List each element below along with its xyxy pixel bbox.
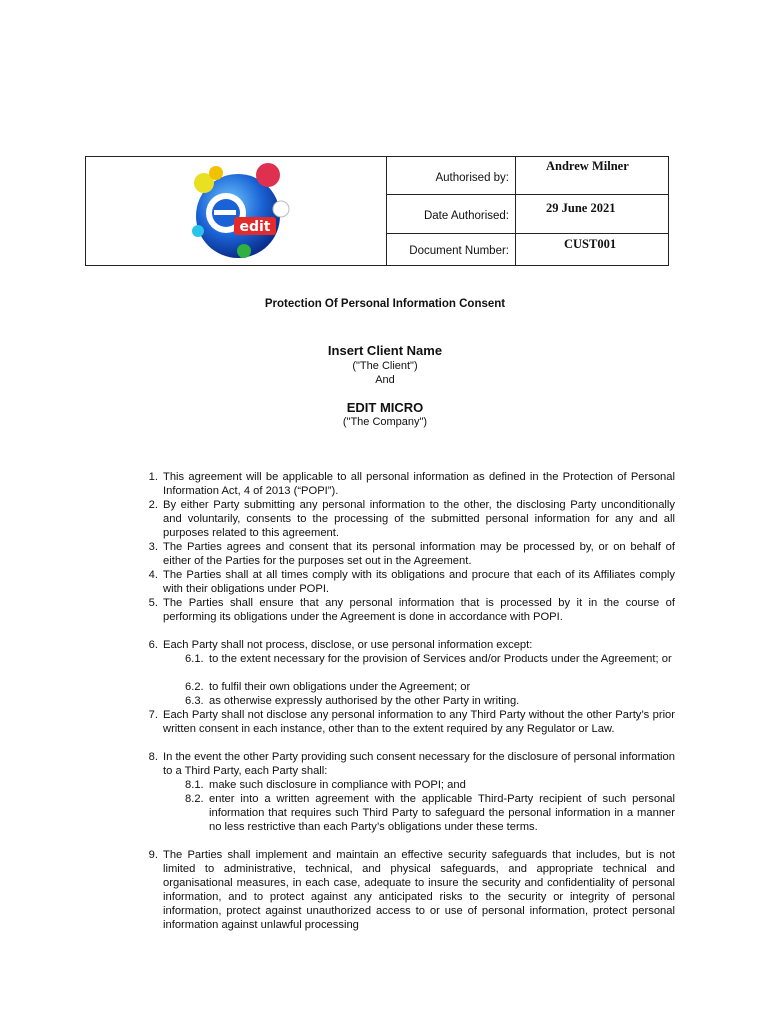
clause-8-1: [185, 778, 675, 792]
clause-7: [148, 708, 675, 736]
clause-number: 3.: [148, 541, 158, 553]
value-column: [516, 157, 668, 265]
clause-number: 6.: [148, 639, 158, 651]
date-authorised-value: 29 June 2021: [546, 201, 616, 215]
clause-6: [148, 638, 675, 652]
client-name: Insert Client Name: [327, 343, 443, 358]
clause-number: 2.: [148, 499, 158, 511]
edit-logo: [186, 161, 296, 261]
clause-number: 7.: [148, 709, 158, 721]
date-authorised-label: Date Authorised:: [423, 210, 509, 222]
clause-text: enter into a written agreement with the applicable Third-Party recipient of such personal information that requires such Third Party to safeguard the personal information in a manner no less restrictive than each Party’s obligations under these terms.: [209, 793, 675, 833]
clause-number: 6.3.: [185, 695, 204, 707]
label-column: [387, 157, 516, 265]
clause-number: 6.1.: [185, 653, 204, 665]
clause-text: make such disclosure in compliance with POPI; and: [209, 779, 466, 791]
clause-9: [148, 848, 675, 932]
clause-number: 9.: [148, 849, 158, 861]
clause-text: The Parties shall ensure that any personal information that is processed by it in the course of performing its obligations under the Agreement is done in accordance with POPI.: [163, 597, 675, 623]
authorised-by-value: Andrew Milner: [546, 159, 629, 173]
clause-text: as otherwise expressly authorised by the other Party in writing.: [209, 695, 520, 707]
clause-text: The Parties shall at all times comply with its obligations and procure that each of its Affiliates comply with their obligations under POPI.: [163, 569, 675, 595]
logo-text: edit: [239, 219, 271, 235]
clause-number: 5.: [148, 597, 158, 609]
clause-2: [148, 498, 675, 540]
clause-1: [148, 470, 675, 498]
clause-text: In the event the other Party providing such consent necessary for the disclosure of personal information to a Third Party, each Party shall:: [163, 751, 675, 777]
clause-number: 8.: [148, 751, 158, 763]
clause-5: [148, 596, 675, 624]
clause-4: [148, 568, 675, 596]
clause-6-3: [185, 694, 675, 708]
clause-8-2: [185, 792, 675, 834]
client-alias: ("The Client"): [352, 360, 418, 372]
clause-number: 8.1.: [185, 779, 204, 791]
document-header-table: [85, 156, 669, 266]
clause-text: The Parties agrees and consent that its personal information may be processed by, or on behalf of either of the Parties for the purposes set out in the Agreement.: [163, 541, 675, 567]
logo-cell: [86, 157, 387, 265]
clause-text: The Parties shall implement and maintain an effective security safeguards that includes, but is not limited to administrative, technical, and physical safeguards, and appropriate technical and organisational measures, in each case, adequate to insure the security and confidentiality of personal information, and to protect against any anticipated risks to the security or integrity of personal information, protect against unauthorized access to or use of personal information, protect personal information against unlawful processing: [163, 849, 675, 931]
company-name: EDIT MICRO: [346, 400, 424, 415]
authorised-by-label: Authorised by:: [435, 172, 509, 184]
clause-text: This agreement will be applicable to all personal information as defined in the Protection of Personal Information Act, 4 of 2013 (“POPI”).: [163, 471, 675, 497]
clause-6-2: [185, 680, 675, 694]
and-text: And: [375, 374, 395, 386]
clause-text: to fulfil their own obligations under the Agreement; or: [209, 681, 471, 693]
document-number-label: Document Number:: [409, 245, 509, 257]
clause-number: 6.2.: [185, 681, 204, 693]
clause-8: [148, 750, 675, 778]
document-number-value: CUST001: [564, 237, 617, 251]
clause-number: 1.: [148, 471, 158, 483]
company-alias: ("The Company"): [342, 416, 428, 428]
clause-6-1: [185, 652, 675, 666]
document-title: Protection Of Personal Information Consent: [264, 298, 506, 310]
clause-text: to the extent necessary for the provision of Services and/or Products under the Agreement; or: [209, 653, 672, 665]
clause-text: Each Party shall not disclose any personal information to any Third Party without the other Party’s prior written consent in each instance, other than to the extent required by any Regulator or Law.: [163, 709, 675, 735]
client-alias-block: [0, 359, 770, 387]
clause-text: Each Party shall not process, disclose, or use personal information except:: [163, 639, 533, 651]
clause-number: 4.: [148, 569, 158, 581]
clause-text: By either Party submitting any personal information to the other, the disclosing Party unconditionally and voluntarily, consents to the processing of the submitted personal information for any and all purposes related to this agreement.: [163, 499, 675, 539]
clause-3: [148, 540, 675, 568]
clause-number: 8.2.: [185, 793, 204, 805]
